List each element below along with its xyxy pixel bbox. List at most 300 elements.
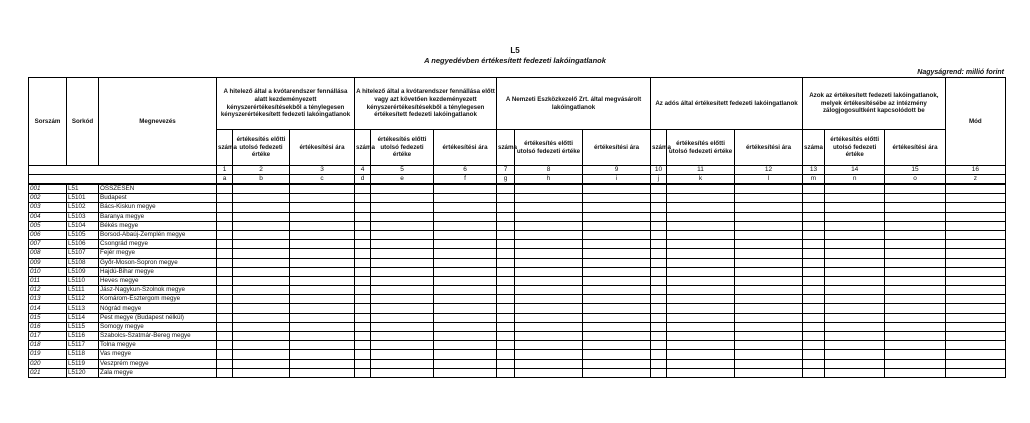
data-cell[interactable] xyxy=(515,184,583,194)
data-cell[interactable] xyxy=(233,230,290,239)
data-cell[interactable] xyxy=(497,350,515,359)
data-cell[interactable] xyxy=(371,313,434,322)
data-cell[interactable] xyxy=(945,359,1005,368)
data-cell[interactable] xyxy=(497,240,515,249)
data-cell[interactable] xyxy=(825,267,885,276)
data-cell[interactable] xyxy=(434,286,497,295)
data-cell[interactable] xyxy=(371,332,434,341)
data-cell[interactable] xyxy=(825,359,885,368)
data-cell[interactable] xyxy=(497,304,515,313)
data-cell[interactable] xyxy=(651,341,667,350)
data-cell[interactable] xyxy=(371,184,434,194)
data-cell[interactable] xyxy=(355,258,371,267)
data-cell[interactable] xyxy=(497,341,515,350)
data-cell[interactable] xyxy=(233,286,290,295)
data-cell[interactable] xyxy=(945,276,1005,285)
data-cell[interactable] xyxy=(290,304,355,313)
data-cell[interactable] xyxy=(651,184,667,194)
data-cell[interactable] xyxy=(371,240,434,249)
data-cell[interactable] xyxy=(233,194,290,203)
data-cell[interactable] xyxy=(515,295,583,304)
data-cell[interactable] xyxy=(885,267,945,276)
data-cell[interactable] xyxy=(735,313,803,322)
data-cell[interactable] xyxy=(355,341,371,350)
data-cell[interactable] xyxy=(355,332,371,341)
data-cell[interactable] xyxy=(885,258,945,267)
data-cell[interactable] xyxy=(885,322,945,331)
data-cell[interactable] xyxy=(217,368,233,377)
data-cell[interactable] xyxy=(290,249,355,258)
data-cell[interactable] xyxy=(434,332,497,341)
data-cell[interactable] xyxy=(651,249,667,258)
data-cell[interactable] xyxy=(217,350,233,359)
data-cell[interactable] xyxy=(434,184,497,194)
data-cell[interactable] xyxy=(217,221,233,230)
data-cell[interactable] xyxy=(515,230,583,239)
data-cell[interactable] xyxy=(735,240,803,249)
data-cell[interactable] xyxy=(371,203,434,212)
data-cell[interactable] xyxy=(434,341,497,350)
data-cell[interactable] xyxy=(371,194,434,203)
data-cell[interactable] xyxy=(651,212,667,221)
data-cell[interactable] xyxy=(803,258,825,267)
data-cell[interactable] xyxy=(290,332,355,341)
data-cell[interactable] xyxy=(735,350,803,359)
data-cell[interactable] xyxy=(355,184,371,194)
data-cell[interactable] xyxy=(497,295,515,304)
data-cell[interactable] xyxy=(290,194,355,203)
data-cell[interactable] xyxy=(515,276,583,285)
data-cell[interactable] xyxy=(651,221,667,230)
data-cell[interactable] xyxy=(885,221,945,230)
data-cell[interactable] xyxy=(735,230,803,239)
data-cell[interactable] xyxy=(735,341,803,350)
data-cell[interactable] xyxy=(355,203,371,212)
data-cell[interactable] xyxy=(651,240,667,249)
data-cell[interactable] xyxy=(371,258,434,267)
data-cell[interactable] xyxy=(355,267,371,276)
data-cell[interactable] xyxy=(735,286,803,295)
data-cell[interactable] xyxy=(233,341,290,350)
data-cell[interactable] xyxy=(217,230,233,239)
data-cell[interactable] xyxy=(825,322,885,331)
data-cell[interactable] xyxy=(825,276,885,285)
data-cell[interactable] xyxy=(434,194,497,203)
data-cell[interactable] xyxy=(355,350,371,359)
data-cell[interactable] xyxy=(803,359,825,368)
data-cell[interactable] xyxy=(515,194,583,203)
data-cell[interactable] xyxy=(735,304,803,313)
data-cell[interactable] xyxy=(885,286,945,295)
data-cell[interactable] xyxy=(217,322,233,331)
data-cell[interactable] xyxy=(217,313,233,322)
data-cell[interactable] xyxy=(497,322,515,331)
data-cell[interactable] xyxy=(825,221,885,230)
data-cell[interactable] xyxy=(515,304,583,313)
data-cell[interactable] xyxy=(583,267,651,276)
data-cell[interactable] xyxy=(217,341,233,350)
data-cell[interactable] xyxy=(233,350,290,359)
data-cell[interactable] xyxy=(583,304,651,313)
data-cell[interactable] xyxy=(515,341,583,350)
data-cell[interactable] xyxy=(355,221,371,230)
data-cell[interactable] xyxy=(583,184,651,194)
data-cell[interactable] xyxy=(290,203,355,212)
data-cell[interactable] xyxy=(667,230,735,239)
data-cell[interactable] xyxy=(945,194,1005,203)
data-cell[interactable] xyxy=(651,267,667,276)
data-cell[interactable] xyxy=(434,240,497,249)
data-cell[interactable] xyxy=(217,184,233,194)
data-cell[interactable] xyxy=(735,295,803,304)
data-cell[interactable] xyxy=(497,212,515,221)
data-cell[interactable] xyxy=(667,240,735,249)
data-cell[interactable] xyxy=(825,332,885,341)
data-cell[interactable] xyxy=(945,184,1005,194)
data-cell[interactable] xyxy=(651,332,667,341)
data-cell[interactable] xyxy=(497,230,515,239)
data-cell[interactable] xyxy=(667,322,735,331)
data-cell[interactable] xyxy=(583,313,651,322)
data-cell[interactable] xyxy=(825,368,885,377)
data-cell[interactable] xyxy=(945,258,1005,267)
data-cell[interactable] xyxy=(651,304,667,313)
data-cell[interactable] xyxy=(945,286,1005,295)
data-cell[interactable] xyxy=(355,249,371,258)
data-cell[interactable] xyxy=(497,203,515,212)
data-cell[interactable] xyxy=(825,194,885,203)
data-cell[interactable] xyxy=(583,249,651,258)
data-cell[interactable] xyxy=(945,203,1005,212)
data-cell[interactable] xyxy=(583,295,651,304)
data-cell[interactable] xyxy=(667,267,735,276)
data-cell[interactable] xyxy=(233,368,290,377)
data-cell[interactable] xyxy=(371,350,434,359)
data-cell[interactable] xyxy=(290,184,355,194)
data-cell[interactable] xyxy=(371,286,434,295)
data-cell[interactable] xyxy=(825,230,885,239)
data-cell[interactable] xyxy=(651,368,667,377)
data-cell[interactable] xyxy=(583,341,651,350)
data-cell[interactable] xyxy=(233,240,290,249)
data-cell[interactable] xyxy=(515,368,583,377)
data-cell[interactable] xyxy=(945,322,1005,331)
data-cell[interactable] xyxy=(217,286,233,295)
data-cell[interactable] xyxy=(803,322,825,331)
data-cell[interactable] xyxy=(355,276,371,285)
data-cell[interactable] xyxy=(434,295,497,304)
data-cell[interactable] xyxy=(735,322,803,331)
data-cell[interactable] xyxy=(515,212,583,221)
data-cell[interactable] xyxy=(290,230,355,239)
data-cell[interactable] xyxy=(290,276,355,285)
data-cell[interactable] xyxy=(583,322,651,331)
data-cell[interactable] xyxy=(945,212,1005,221)
data-cell[interactable] xyxy=(825,184,885,194)
data-cell[interactable] xyxy=(233,359,290,368)
data-cell[interactable] xyxy=(434,313,497,322)
data-cell[interactable] xyxy=(583,230,651,239)
data-cell[interactable] xyxy=(497,184,515,194)
data-cell[interactable] xyxy=(803,313,825,322)
data-cell[interactable] xyxy=(434,230,497,239)
data-cell[interactable] xyxy=(497,276,515,285)
data-cell[interactable] xyxy=(355,295,371,304)
data-cell[interactable] xyxy=(825,350,885,359)
data-cell[interactable] xyxy=(371,341,434,350)
data-cell[interactable] xyxy=(735,332,803,341)
data-cell[interactable] xyxy=(803,184,825,194)
data-cell[interactable] xyxy=(803,240,825,249)
data-cell[interactable] xyxy=(803,295,825,304)
data-cell[interactable] xyxy=(583,368,651,377)
data-cell[interactable] xyxy=(735,184,803,194)
data-cell[interactable] xyxy=(945,249,1005,258)
data-cell[interactable] xyxy=(497,249,515,258)
data-cell[interactable] xyxy=(651,258,667,267)
data-cell[interactable] xyxy=(651,194,667,203)
data-cell[interactable] xyxy=(885,341,945,350)
data-cell[interactable] xyxy=(290,359,355,368)
data-cell[interactable] xyxy=(434,258,497,267)
data-cell[interactable] xyxy=(735,258,803,267)
data-cell[interactable] xyxy=(667,341,735,350)
data-cell[interactable] xyxy=(355,313,371,322)
data-cell[interactable] xyxy=(945,221,1005,230)
data-cell[interactable] xyxy=(945,332,1005,341)
data-cell[interactable] xyxy=(233,313,290,322)
data-cell[interactable] xyxy=(651,313,667,322)
data-cell[interactable] xyxy=(371,212,434,221)
data-cell[interactable] xyxy=(233,249,290,258)
data-cell[interactable] xyxy=(735,203,803,212)
data-cell[interactable] xyxy=(583,194,651,203)
data-cell[interactable] xyxy=(667,249,735,258)
data-cell[interactable] xyxy=(803,249,825,258)
data-cell[interactable] xyxy=(233,184,290,194)
data-cell[interactable] xyxy=(434,359,497,368)
data-cell[interactable] xyxy=(515,258,583,267)
data-cell[interactable] xyxy=(217,194,233,203)
data-cell[interactable] xyxy=(667,350,735,359)
data-cell[interactable] xyxy=(667,295,735,304)
data-cell[interactable] xyxy=(355,322,371,331)
data-cell[interactable] xyxy=(667,203,735,212)
data-cell[interactable] xyxy=(371,267,434,276)
data-cell[interactable] xyxy=(651,203,667,212)
data-cell[interactable] xyxy=(515,203,583,212)
data-cell[interactable] xyxy=(290,240,355,249)
data-cell[interactable] xyxy=(885,249,945,258)
data-cell[interactable] xyxy=(371,368,434,377)
data-cell[interactable] xyxy=(217,258,233,267)
data-cell[interactable] xyxy=(945,230,1005,239)
data-cell[interactable] xyxy=(825,258,885,267)
data-cell[interactable] xyxy=(355,212,371,221)
data-cell[interactable] xyxy=(885,359,945,368)
data-cell[interactable] xyxy=(371,295,434,304)
data-cell[interactable] xyxy=(290,322,355,331)
data-cell[interactable] xyxy=(583,350,651,359)
data-cell[interactable] xyxy=(371,322,434,331)
data-cell[interactable] xyxy=(735,267,803,276)
data-cell[interactable] xyxy=(735,194,803,203)
data-cell[interactable] xyxy=(735,276,803,285)
data-cell[interactable] xyxy=(803,368,825,377)
data-cell[interactable] xyxy=(945,267,1005,276)
data-cell[interactable] xyxy=(667,276,735,285)
data-cell[interactable] xyxy=(233,304,290,313)
data-cell[interactable] xyxy=(651,322,667,331)
data-cell[interactable] xyxy=(885,295,945,304)
data-cell[interactable] xyxy=(803,304,825,313)
data-cell[interactable] xyxy=(651,276,667,285)
data-cell[interactable] xyxy=(217,267,233,276)
data-cell[interactable] xyxy=(515,359,583,368)
data-cell[interactable] xyxy=(667,304,735,313)
data-cell[interactable] xyxy=(825,212,885,221)
data-cell[interactable] xyxy=(434,249,497,258)
data-cell[interactable] xyxy=(803,332,825,341)
data-cell[interactable] xyxy=(885,212,945,221)
data-cell[interactable] xyxy=(497,368,515,377)
data-cell[interactable] xyxy=(583,286,651,295)
data-cell[interactable] xyxy=(434,212,497,221)
data-cell[interactable] xyxy=(945,295,1005,304)
data-cell[interactable] xyxy=(667,194,735,203)
data-cell[interactable] xyxy=(233,332,290,341)
data-cell[interactable] xyxy=(885,240,945,249)
data-cell[interactable] xyxy=(803,286,825,295)
data-cell[interactable] xyxy=(371,221,434,230)
data-cell[interactable] xyxy=(290,258,355,267)
data-cell[interactable] xyxy=(735,212,803,221)
data-cell[interactable] xyxy=(233,221,290,230)
data-cell[interactable] xyxy=(217,203,233,212)
data-cell[interactable] xyxy=(825,203,885,212)
data-cell[interactable] xyxy=(667,313,735,322)
data-cell[interactable] xyxy=(355,286,371,295)
data-cell[interactable] xyxy=(515,267,583,276)
data-cell[interactable] xyxy=(825,304,885,313)
data-cell[interactable] xyxy=(885,203,945,212)
data-cell[interactable] xyxy=(290,295,355,304)
data-cell[interactable] xyxy=(290,221,355,230)
data-cell[interactable] xyxy=(803,212,825,221)
data-cell[interactable] xyxy=(434,350,497,359)
data-cell[interactable] xyxy=(803,203,825,212)
data-cell[interactable] xyxy=(803,221,825,230)
data-cell[interactable] xyxy=(803,276,825,285)
data-cell[interactable] xyxy=(803,230,825,239)
data-cell[interactable] xyxy=(885,194,945,203)
data-cell[interactable] xyxy=(885,350,945,359)
data-cell[interactable] xyxy=(355,230,371,239)
data-cell[interactable] xyxy=(583,359,651,368)
data-cell[interactable] xyxy=(217,212,233,221)
data-cell[interactable] xyxy=(371,230,434,239)
data-cell[interactable] xyxy=(434,267,497,276)
data-cell[interactable] xyxy=(434,304,497,313)
data-cell[interactable] xyxy=(233,276,290,285)
data-cell[interactable] xyxy=(515,286,583,295)
data-cell[interactable] xyxy=(371,276,434,285)
data-cell[interactable] xyxy=(825,240,885,249)
data-cell[interactable] xyxy=(290,341,355,350)
data-cell[interactable] xyxy=(651,359,667,368)
data-cell[interactable] xyxy=(667,258,735,267)
data-cell[interactable] xyxy=(803,350,825,359)
data-cell[interactable] xyxy=(583,203,651,212)
data-cell[interactable] xyxy=(945,313,1005,322)
data-cell[interactable] xyxy=(885,276,945,285)
data-cell[interactable] xyxy=(290,350,355,359)
data-cell[interactable] xyxy=(885,332,945,341)
data-cell[interactable] xyxy=(497,359,515,368)
data-cell[interactable] xyxy=(515,249,583,258)
data-cell[interactable] xyxy=(217,249,233,258)
data-cell[interactable] xyxy=(885,368,945,377)
data-cell[interactable] xyxy=(497,194,515,203)
data-cell[interactable] xyxy=(217,359,233,368)
data-cell[interactable] xyxy=(885,230,945,239)
data-cell[interactable] xyxy=(355,194,371,203)
data-cell[interactable] xyxy=(667,184,735,194)
data-cell[interactable] xyxy=(515,221,583,230)
data-cell[interactable] xyxy=(825,295,885,304)
data-cell[interactable] xyxy=(825,286,885,295)
data-cell[interactable] xyxy=(290,267,355,276)
data-cell[interactable] xyxy=(355,304,371,313)
data-cell[interactable] xyxy=(803,267,825,276)
data-cell[interactable] xyxy=(945,350,1005,359)
data-cell[interactable] xyxy=(803,194,825,203)
data-cell[interactable] xyxy=(371,304,434,313)
data-cell[interactable] xyxy=(217,276,233,285)
data-cell[interactable] xyxy=(497,313,515,322)
data-cell[interactable] xyxy=(233,295,290,304)
data-cell[interactable] xyxy=(290,368,355,377)
data-cell[interactable] xyxy=(945,368,1005,377)
data-cell[interactable] xyxy=(434,322,497,331)
data-cell[interactable] xyxy=(583,258,651,267)
data-cell[interactable] xyxy=(290,212,355,221)
data-cell[interactable] xyxy=(667,212,735,221)
data-cell[interactable] xyxy=(497,221,515,230)
data-cell[interactable] xyxy=(945,341,1005,350)
data-cell[interactable] xyxy=(667,359,735,368)
data-cell[interactable] xyxy=(217,304,233,313)
data-cell[interactable] xyxy=(885,304,945,313)
data-cell[interactable] xyxy=(651,295,667,304)
data-cell[interactable] xyxy=(825,341,885,350)
data-cell[interactable] xyxy=(825,249,885,258)
data-cell[interactable] xyxy=(290,313,355,322)
data-cell[interactable] xyxy=(651,350,667,359)
data-cell[interactable] xyxy=(217,295,233,304)
data-cell[interactable] xyxy=(735,221,803,230)
data-cell[interactable] xyxy=(497,286,515,295)
data-cell[interactable] xyxy=(233,258,290,267)
data-cell[interactable] xyxy=(434,368,497,377)
data-cell[interactable] xyxy=(371,359,434,368)
data-cell[interactable] xyxy=(233,212,290,221)
data-cell[interactable] xyxy=(434,276,497,285)
data-cell[interactable] xyxy=(583,212,651,221)
data-cell[interactable] xyxy=(885,184,945,194)
data-cell[interactable] xyxy=(945,240,1005,249)
data-cell[interactable] xyxy=(735,359,803,368)
